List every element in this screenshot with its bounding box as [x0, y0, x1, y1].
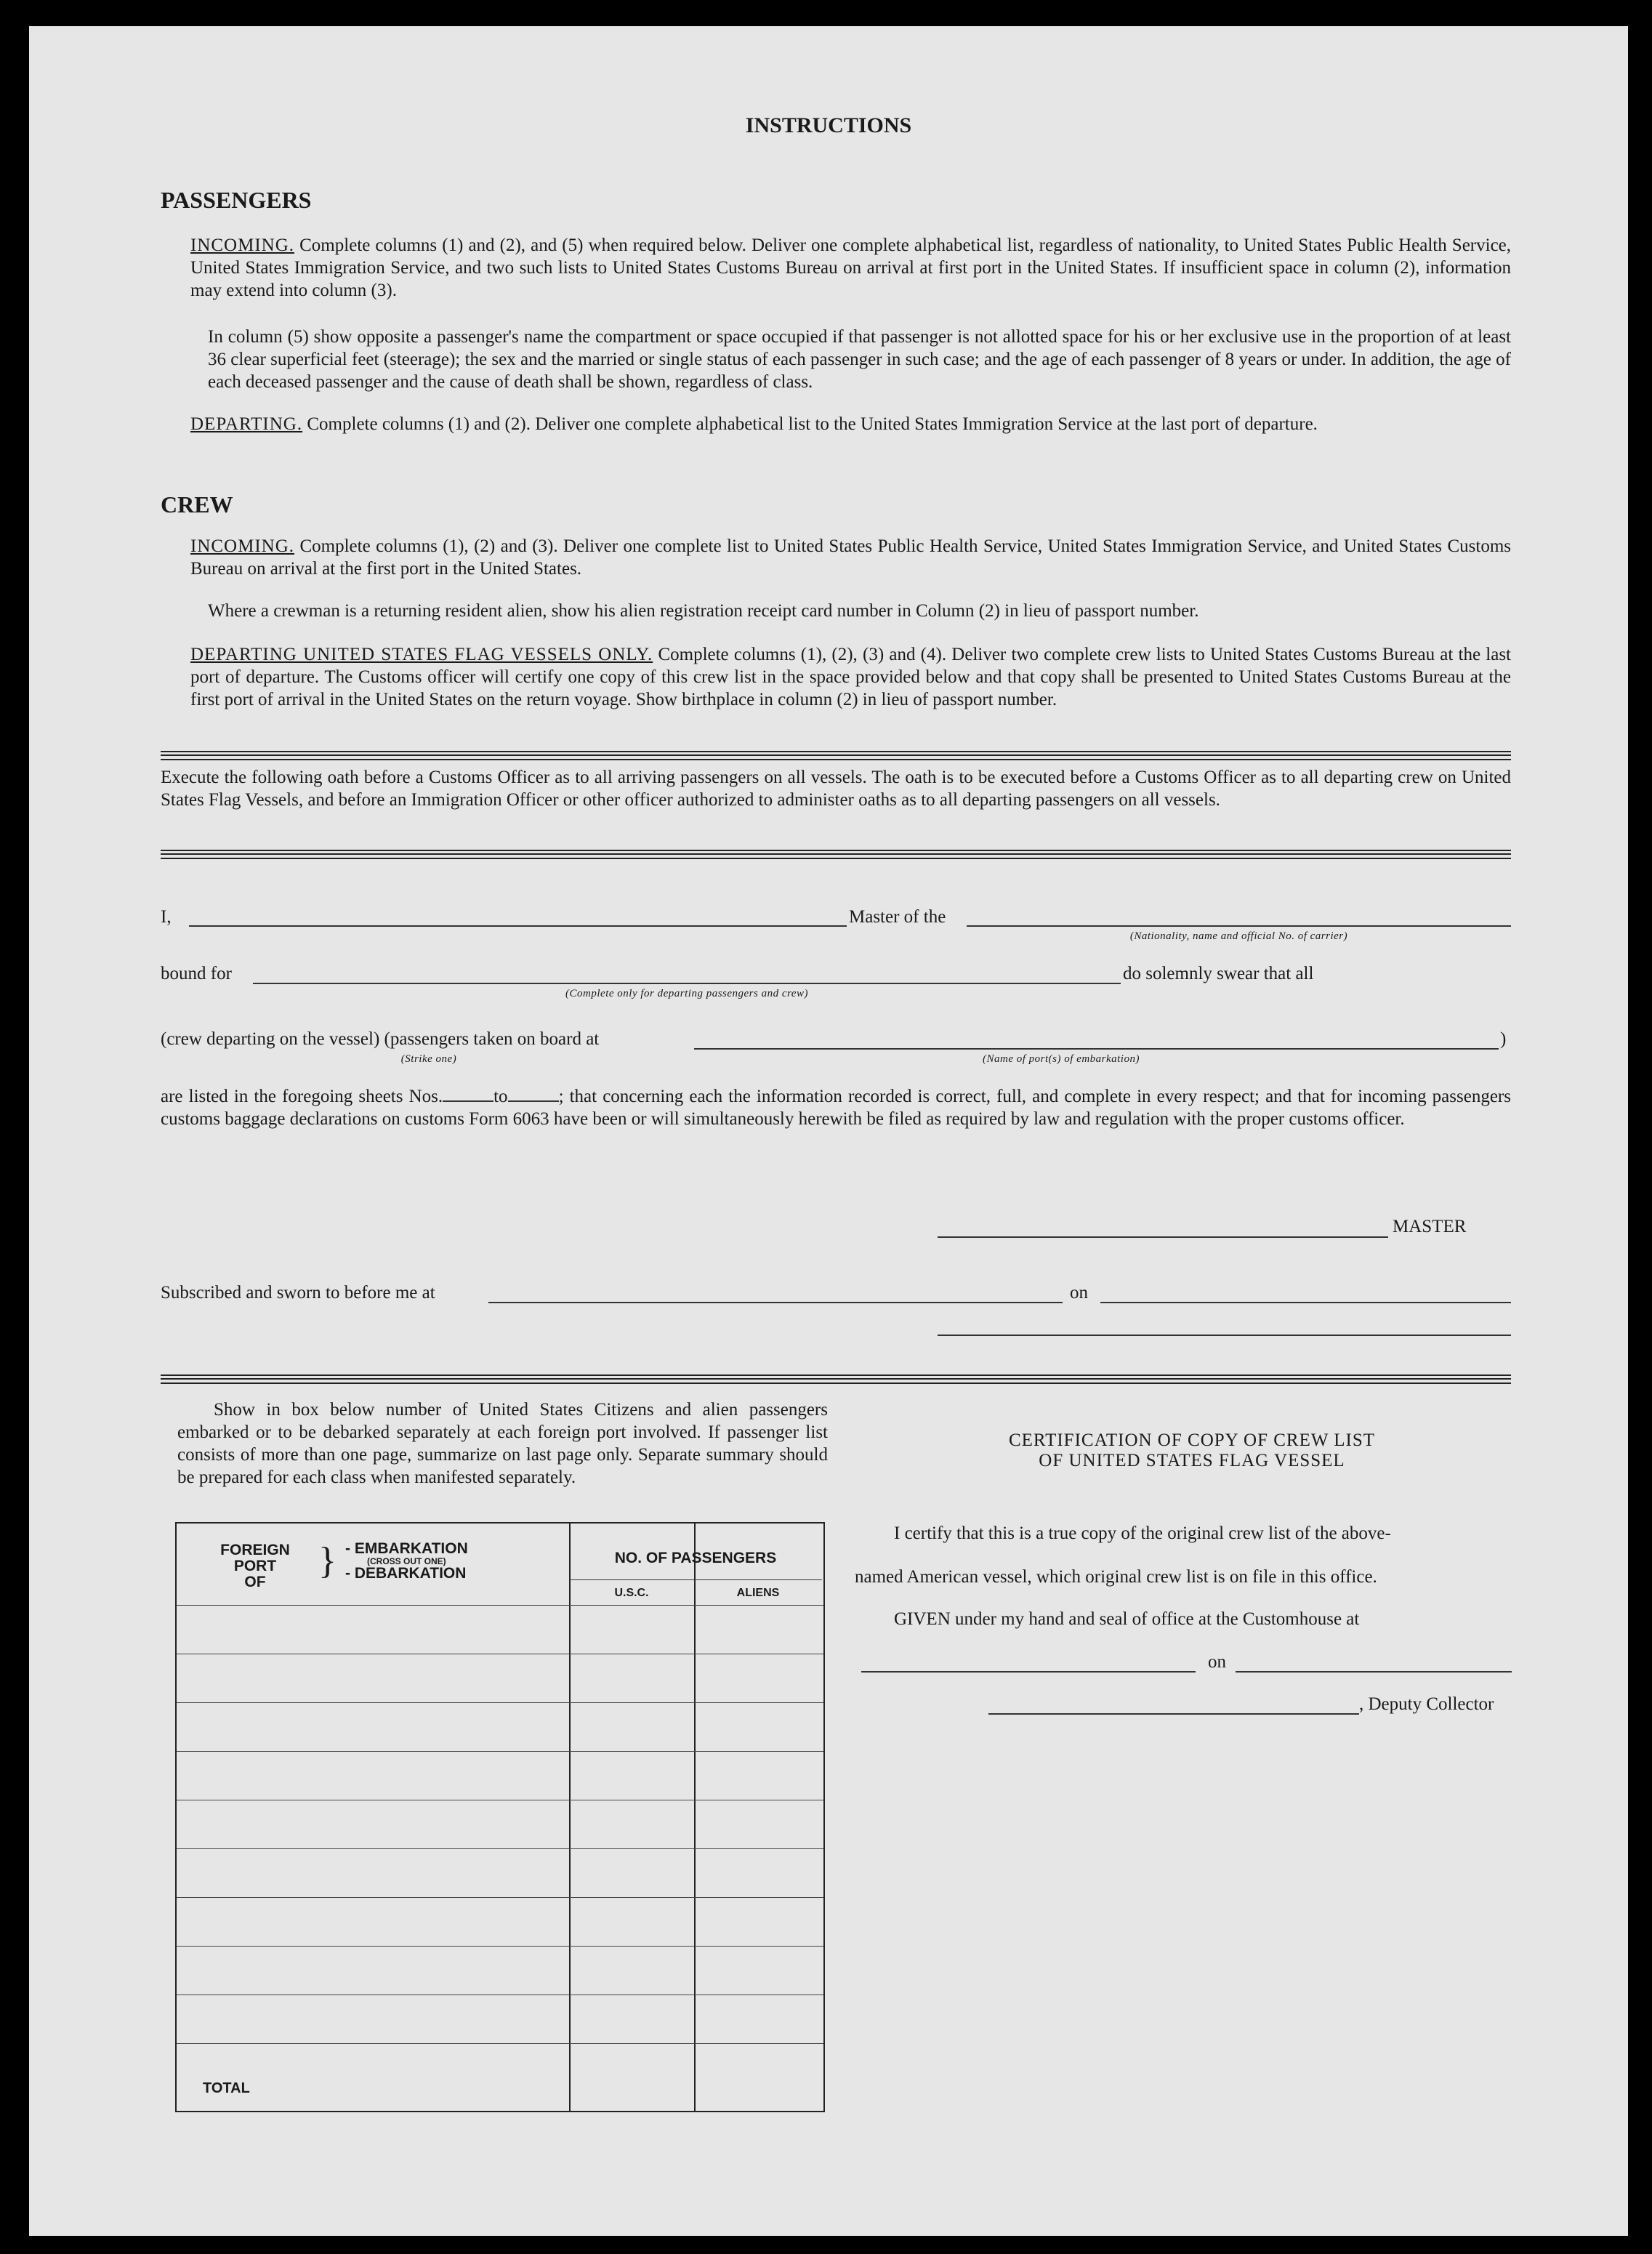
strike-caption: (Strike one): [400, 1053, 457, 1065]
table-divider: [694, 1524, 696, 2111]
deputy-signature-line[interactable]: [988, 1713, 1359, 1715]
crew-incoming-text: Complete columns (1), (2) and (3). Deliver one complete list to United States Public Health Service, United States Immigration Service, and United States Customs Bureau on arrival at the first port in the United States.: [190, 536, 1511, 579]
sheet-to-field[interactable]: [508, 1086, 559, 1102]
sworn-date-field[interactable]: [1100, 1302, 1511, 1303]
cross-out-note: (CROSS OUT ONE): [367, 1556, 446, 1566]
sheet-from-field[interactable]: [443, 1086, 493, 1102]
passenger-summary-table: [175, 1522, 825, 2112]
embark-debark-options: [345, 1541, 468, 1582]
crew-incoming-label: INCOMING.: [190, 536, 295, 556]
table-row[interactable]: [177, 2043, 823, 2044]
crew-heading: CREW: [161, 491, 233, 518]
total-label: TOTAL: [203, 2080, 250, 2096]
table-row[interactable]: [177, 1702, 823, 1703]
nationality-caption: (Nationality, name and official No. of carrier): [1129, 930, 1348, 942]
table-row[interactable]: [177, 1946, 823, 1947]
passengers-column5: In column (5) show opposite a passenger's name the compartment or space occupied if that passenger is not allotted space for his or her exclusive use in the proportion of at least 36 clear superficial feet (steerage); the sex and the married or single status of each passenger in such case; and the age of each passenger of 8 years or under. In addition, the age of each deceased passenger and the cause of death shall be shown, regardless of class.: [208, 327, 1511, 392]
passengers-departing-label: DEPARTING.: [190, 414, 303, 434]
sworn-at-field[interactable]: [488, 1302, 1063, 1303]
passengers-incoming-text: Complete columns (1) and (2), and (5) when required below. Deliver one complete alphabetical list, regardless of nationality, to United States Public Health Service, United States Immigration Service, and two such lists to United States Customs Bureau on arrival at first port in the United States. If insufficient space in column (2), information may extend into column (3).: [190, 236, 1512, 300]
sheets-statement-text: ; that concerning each the information recorded is correct, full, and complete in every respect; and that for incoming passengers customs baggage declarations on customs Form 6063 have been or will simultaneously herewith be filed as required by law and regulation with the proper customs officer.: [161, 1087, 1511, 1129]
usc-header: U.S.C.: [614, 1587, 649, 1599]
table-row[interactable]: [177, 1751, 823, 1752]
ports-caption: (Name of port(s) of embarkation): [983, 1053, 1140, 1065]
debarkation-option[interactable]: - DEBARKATION: [345, 1565, 467, 1582]
section-divider: [161, 1374, 1511, 1384]
bound-for-caption: (Complete only for departing passengers and crew): [565, 988, 808, 999]
oath-intro: Execute the following oath before a Customs Officer as to all arriving passengers on all vessels. The oath is to be executed before a Customs Officer as to all departing crew on United States Flag Vessels, and before an Immigration Officer or other officer authorized to administer oaths as to all departing passengers on all vessels.: [161, 768, 1511, 810]
crew-departing: [190, 643, 1511, 711]
table-divider: [569, 1524, 571, 2111]
crew-departing-text: Complete columns (1), (2), (3) and (4). Deliver two complete crew lists to United States Customs Bureau at the last port of departure. The Customs officer will certify one copy of this crew list in the space provided below and that copy shall be presented to United States Customs Bureau at the first port of arrival in the United States on the return voyage. Show birthplace in column (2) in lieu of passport number.: [190, 645, 1512, 709]
table-row[interactable]: [177, 1848, 823, 1849]
swear-text: do solemnly swear that all: [1123, 964, 1314, 983]
sheets-label: are listed in the foregoing sheets Nos.: [161, 1087, 443, 1106]
summary-intro: Show in box below number of United States Citizens and alien passengers embarked or to be debarked separately at each foreign port involved. If passenger list consists of more than one page, summarize on last page only. Separate summary should be prepared for each class when manifested separately.: [177, 1400, 828, 1487]
certification-heading: [872, 1430, 1512, 1471]
form-page: [29, 26, 1628, 2236]
table-row[interactable]: [177, 1605, 823, 1606]
header-rule: [569, 1579, 822, 1580]
close-paren: ): [1500, 1029, 1507, 1049]
embarkation-port-field[interactable]: [694, 1048, 1499, 1050]
master-label: MASTER: [1393, 1217, 1467, 1236]
passengers-incoming-label: INCOMING.: [190, 236, 295, 255]
passengers-heading: PASSENGERS: [161, 187, 312, 213]
bound-for-field[interactable]: [253, 983, 1121, 984]
passengers-incoming: [190, 234, 1511, 302]
deputy-collector-label: , Deputy Collector: [1359, 1694, 1494, 1714]
port-header-line: OF: [244, 1574, 266, 1590]
no-passengers-header: NO. OF PASSENGERS: [614, 1550, 777, 1566]
crew-crewman-note: Where a crewman is a returning resident alien, show his alien registration receipt card number in Column (2) in lieu of passport number.: [208, 601, 1199, 621]
table-row[interactable]: [177, 1897, 823, 1898]
certify-line-2: named American vessel, which original crew list is on file in this office.: [855, 1567, 1377, 1587]
crew-incoming: [190, 535, 1511, 580]
brace-icon: }: [318, 1540, 337, 1582]
certification-heading-line: OF UNITED STATES FLAG VESSEL: [1039, 1451, 1345, 1470]
crew-departing-label: DEPARTING UNITED STATES FLAG VESSELS ONLY.: [190, 645, 653, 664]
master-signature-line[interactable]: [938, 1236, 1388, 1238]
passengers-departing-text: Complete columns (1) and (2). Deliver one complete alphabetical list to the United States Immigration Service at the last port of departure.: [307, 414, 1318, 434]
port-header-line: FOREIGN: [220, 1542, 290, 1558]
master-of-label: Master of the: [849, 907, 946, 927]
officer-signature-line[interactable]: [938, 1335, 1511, 1336]
subscribed-label: Subscribed and sworn to before me at: [161, 1283, 435, 1303]
section-divider: [161, 751, 1511, 760]
port-header: [204, 1542, 306, 1590]
port-header-line: PORT: [233, 1558, 277, 1574]
certify-line-1: I certify that this is a true copy of the original crew list of the above-: [894, 1524, 1391, 1543]
embarkation-option[interactable]: - EMBARKATION: [345, 1540, 468, 1557]
customhouse-field[interactable]: [861, 1671, 1196, 1673]
sheets-statement: [161, 1085, 1511, 1130]
crew-departing-option: (crew departing on the vessel) (passengers taken on board at: [161, 1029, 600, 1049]
sheets-to-label: to: [493, 1087, 508, 1106]
cert-on-label: on: [1208, 1652, 1226, 1672]
master-name-field[interactable]: [189, 925, 847, 927]
page-title: INSTRUCTIONS: [745, 113, 912, 137]
carrier-field[interactable]: [967, 925, 1511, 927]
passengers-departing: [190, 413, 1511, 435]
aliens-header: ALIENS: [736, 1587, 780, 1599]
cert-date-field[interactable]: [1236, 1671, 1512, 1673]
section-divider: [161, 850, 1511, 859]
sworn-on-label: on: [1070, 1283, 1088, 1303]
bound-for-label: bound for: [161, 964, 232, 983]
oath-i-label: I,: [161, 907, 172, 927]
given-line: GIVEN under my hand and seal of office at the Customhouse at: [894, 1609, 1360, 1629]
certification-heading-line: CERTIFICATION OF COPY OF CREW LIST: [1008, 1430, 1376, 1450]
